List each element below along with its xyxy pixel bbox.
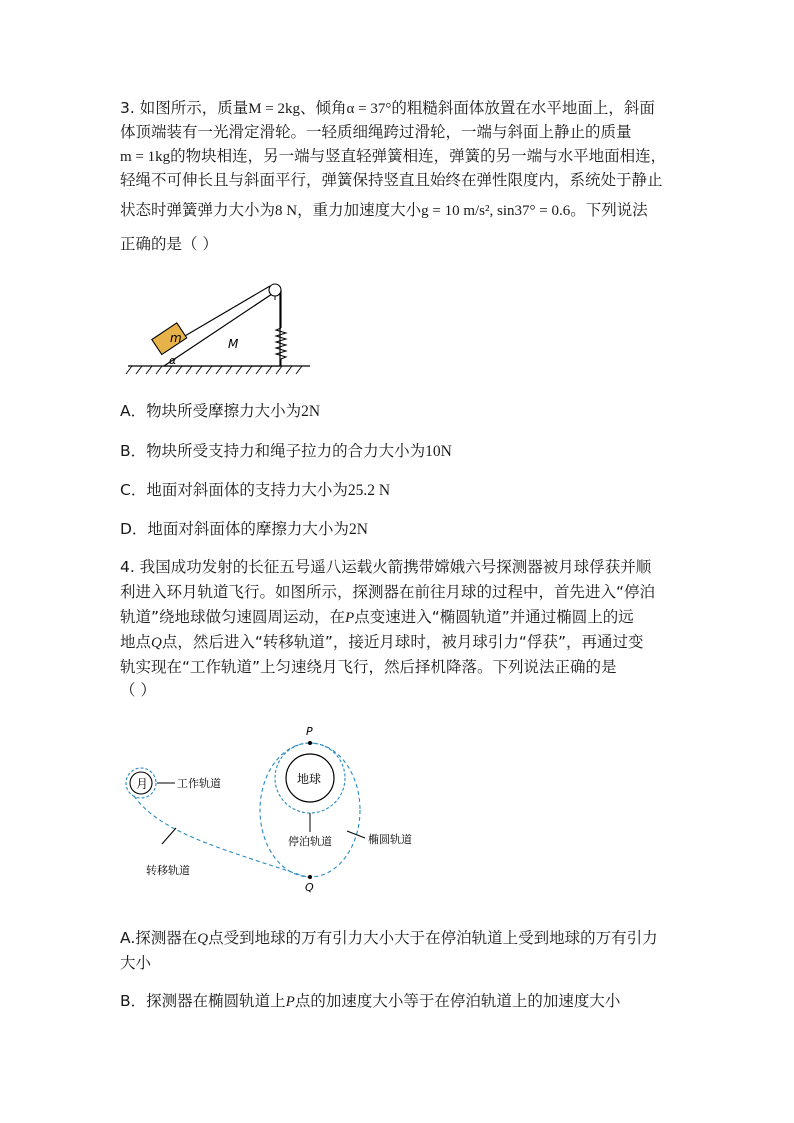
q3-text: 体顶端装有一光滑定滑轮。一轻质细绳跨过滑轮，一端与斜面上静止的质量	[120, 123, 632, 141]
ground-hatching	[126, 366, 302, 374]
q3-mass-formula: M = 2kg	[248, 101, 301, 117]
q4-text: 轨道”绕地球做匀速圆周运动，在	[120, 608, 346, 626]
q4-option-a-line-1	[120, 928, 690, 949]
parking-orbit-label: 停泊轨道	[288, 835, 332, 848]
q3-text: 、倾角	[300, 99, 347, 117]
q3-option-d	[120, 519, 368, 540]
q4-point-q: Q	[151, 635, 162, 651]
option-point-q: Q	[197, 931, 209, 947]
option-text: B．物块所受支持力和绳子拉力的合力大小为	[120, 442, 426, 460]
q3-line-5	[120, 200, 690, 221]
option-value: 2N	[348, 521, 368, 538]
q3-line-3	[120, 146, 690, 167]
transfer-orbit-pointer	[162, 828, 176, 844]
q3-line-2	[120, 122, 690, 142]
q4-text: 利进入环月轨道飞行。如图所示，探测器在前往月球的过程中，首先进入“停泊	[120, 583, 656, 601]
q3-line-6	[120, 234, 690, 254]
label-m: m	[170, 331, 182, 345]
q3-angle-formula: α = 37°	[346, 101, 392, 117]
q3-option-a	[120, 401, 320, 422]
q3-force-value: 8 N	[275, 203, 298, 219]
option-text: D．地面对斜面体的摩擦力大小为	[120, 520, 349, 538]
q3-small-mass-formula: m = 1kg	[120, 149, 171, 165]
q4-line-4	[120, 632, 690, 653]
q3-text: ，重力加速度大小	[297, 201, 422, 219]
q3-text: 的物块相连，另一端与竖直轻弹簧相连，弹簧的另一端与水平地面相连，	[170, 147, 667, 165]
elliptic-orbit-label: 椭圆轨道	[368, 833, 412, 846]
q4-point-p: P	[345, 610, 355, 626]
work-orbit-label: 工作轨道	[177, 777, 221, 790]
q4-line-3	[120, 607, 690, 628]
q3-line-1	[120, 98, 690, 119]
option-value: 2N	[301, 403, 321, 420]
option-value: 10N	[425, 443, 452, 460]
point-p-dot	[308, 741, 312, 745]
q3-text: 状态时弹簧弹力大小为	[120, 201, 276, 219]
q3-text: 。下列说法	[570, 201, 648, 219]
option-value: 25.2 N	[347, 482, 391, 499]
option-text: 大小	[120, 954, 152, 972]
q4-option-b	[120, 991, 690, 1012]
q4-text: 轨实现在“工作轨道”上匀速绕月飞行，然后择机降落。下列说法正确的是	[120, 658, 617, 676]
q3-incline-figure	[120, 278, 320, 378]
transfer-orbit-label: 转移轨道	[146, 864, 190, 877]
option-text: C．地面对斜面体的支持力大小为	[120, 481, 348, 499]
q3-text: 3. 如图所示，质量	[120, 99, 249, 117]
q4-line-5	[120, 657, 690, 677]
label-M: M	[228, 337, 239, 351]
pulley-icon	[269, 284, 281, 296]
q3-option-c	[120, 480, 390, 501]
q4-text: 4. 我国成功发射的长征五号遥八运载火箭携带嫦娥六号探测器被月球俘获并顺	[120, 558, 652, 576]
option-point-p: P	[285, 994, 295, 1010]
q3-line-4	[120, 170, 690, 190]
q3-text: 的粗糙斜面体放置在水平地面上，斜面	[391, 99, 655, 117]
q4-line-1	[120, 557, 690, 577]
option-text: 点受到地球的万有引力大小大于在停泊轨道上受到地球的万有引力	[208, 929, 658, 947]
point-q-dot	[308, 875, 312, 879]
earth-label: 地球	[297, 772, 322, 786]
q4-option-a-line-2	[120, 953, 690, 973]
q4-text: 点，然后进入“转移轨道”，接近月球时，被月球引力“俘获”，再通过变	[161, 633, 644, 651]
option-text: A．物块所受摩擦力大小为	[120, 402, 302, 420]
option-text: 点的加速度大小等于在停泊轨道上的加速度大小	[294, 992, 621, 1010]
moon-label: 月	[136, 777, 149, 791]
q4-line-2	[120, 582, 690, 602]
q3-gravity-formula: g = 10 m/s², sin37° = 0.6	[421, 203, 571, 219]
option-text: B．探测器在椭圆轨道上	[120, 992, 286, 1010]
elliptic-orbit-pointer	[347, 831, 365, 838]
label-alpha: α	[169, 354, 177, 367]
q3-text: 正确的是（ ）	[120, 235, 218, 253]
point-p-label: P	[306, 725, 313, 738]
q3-text: 轻绳不可伸长且与斜面平行，弹簧保持竖直且始终在弹性限度内，系统处于静止	[120, 171, 663, 189]
q3-option-b	[120, 441, 452, 462]
q4-text: 点变速进入“椭圆轨道”并通过椭圆上的远	[354, 608, 634, 626]
q4-orbit-figure	[120, 722, 440, 898]
option-text: A.探测器在	[120, 929, 198, 947]
point-q-label: Q	[305, 881, 314, 894]
q4-text: （ ）	[120, 681, 156, 699]
q4-line-6	[120, 680, 690, 700]
q4-text: 地点	[120, 633, 152, 651]
